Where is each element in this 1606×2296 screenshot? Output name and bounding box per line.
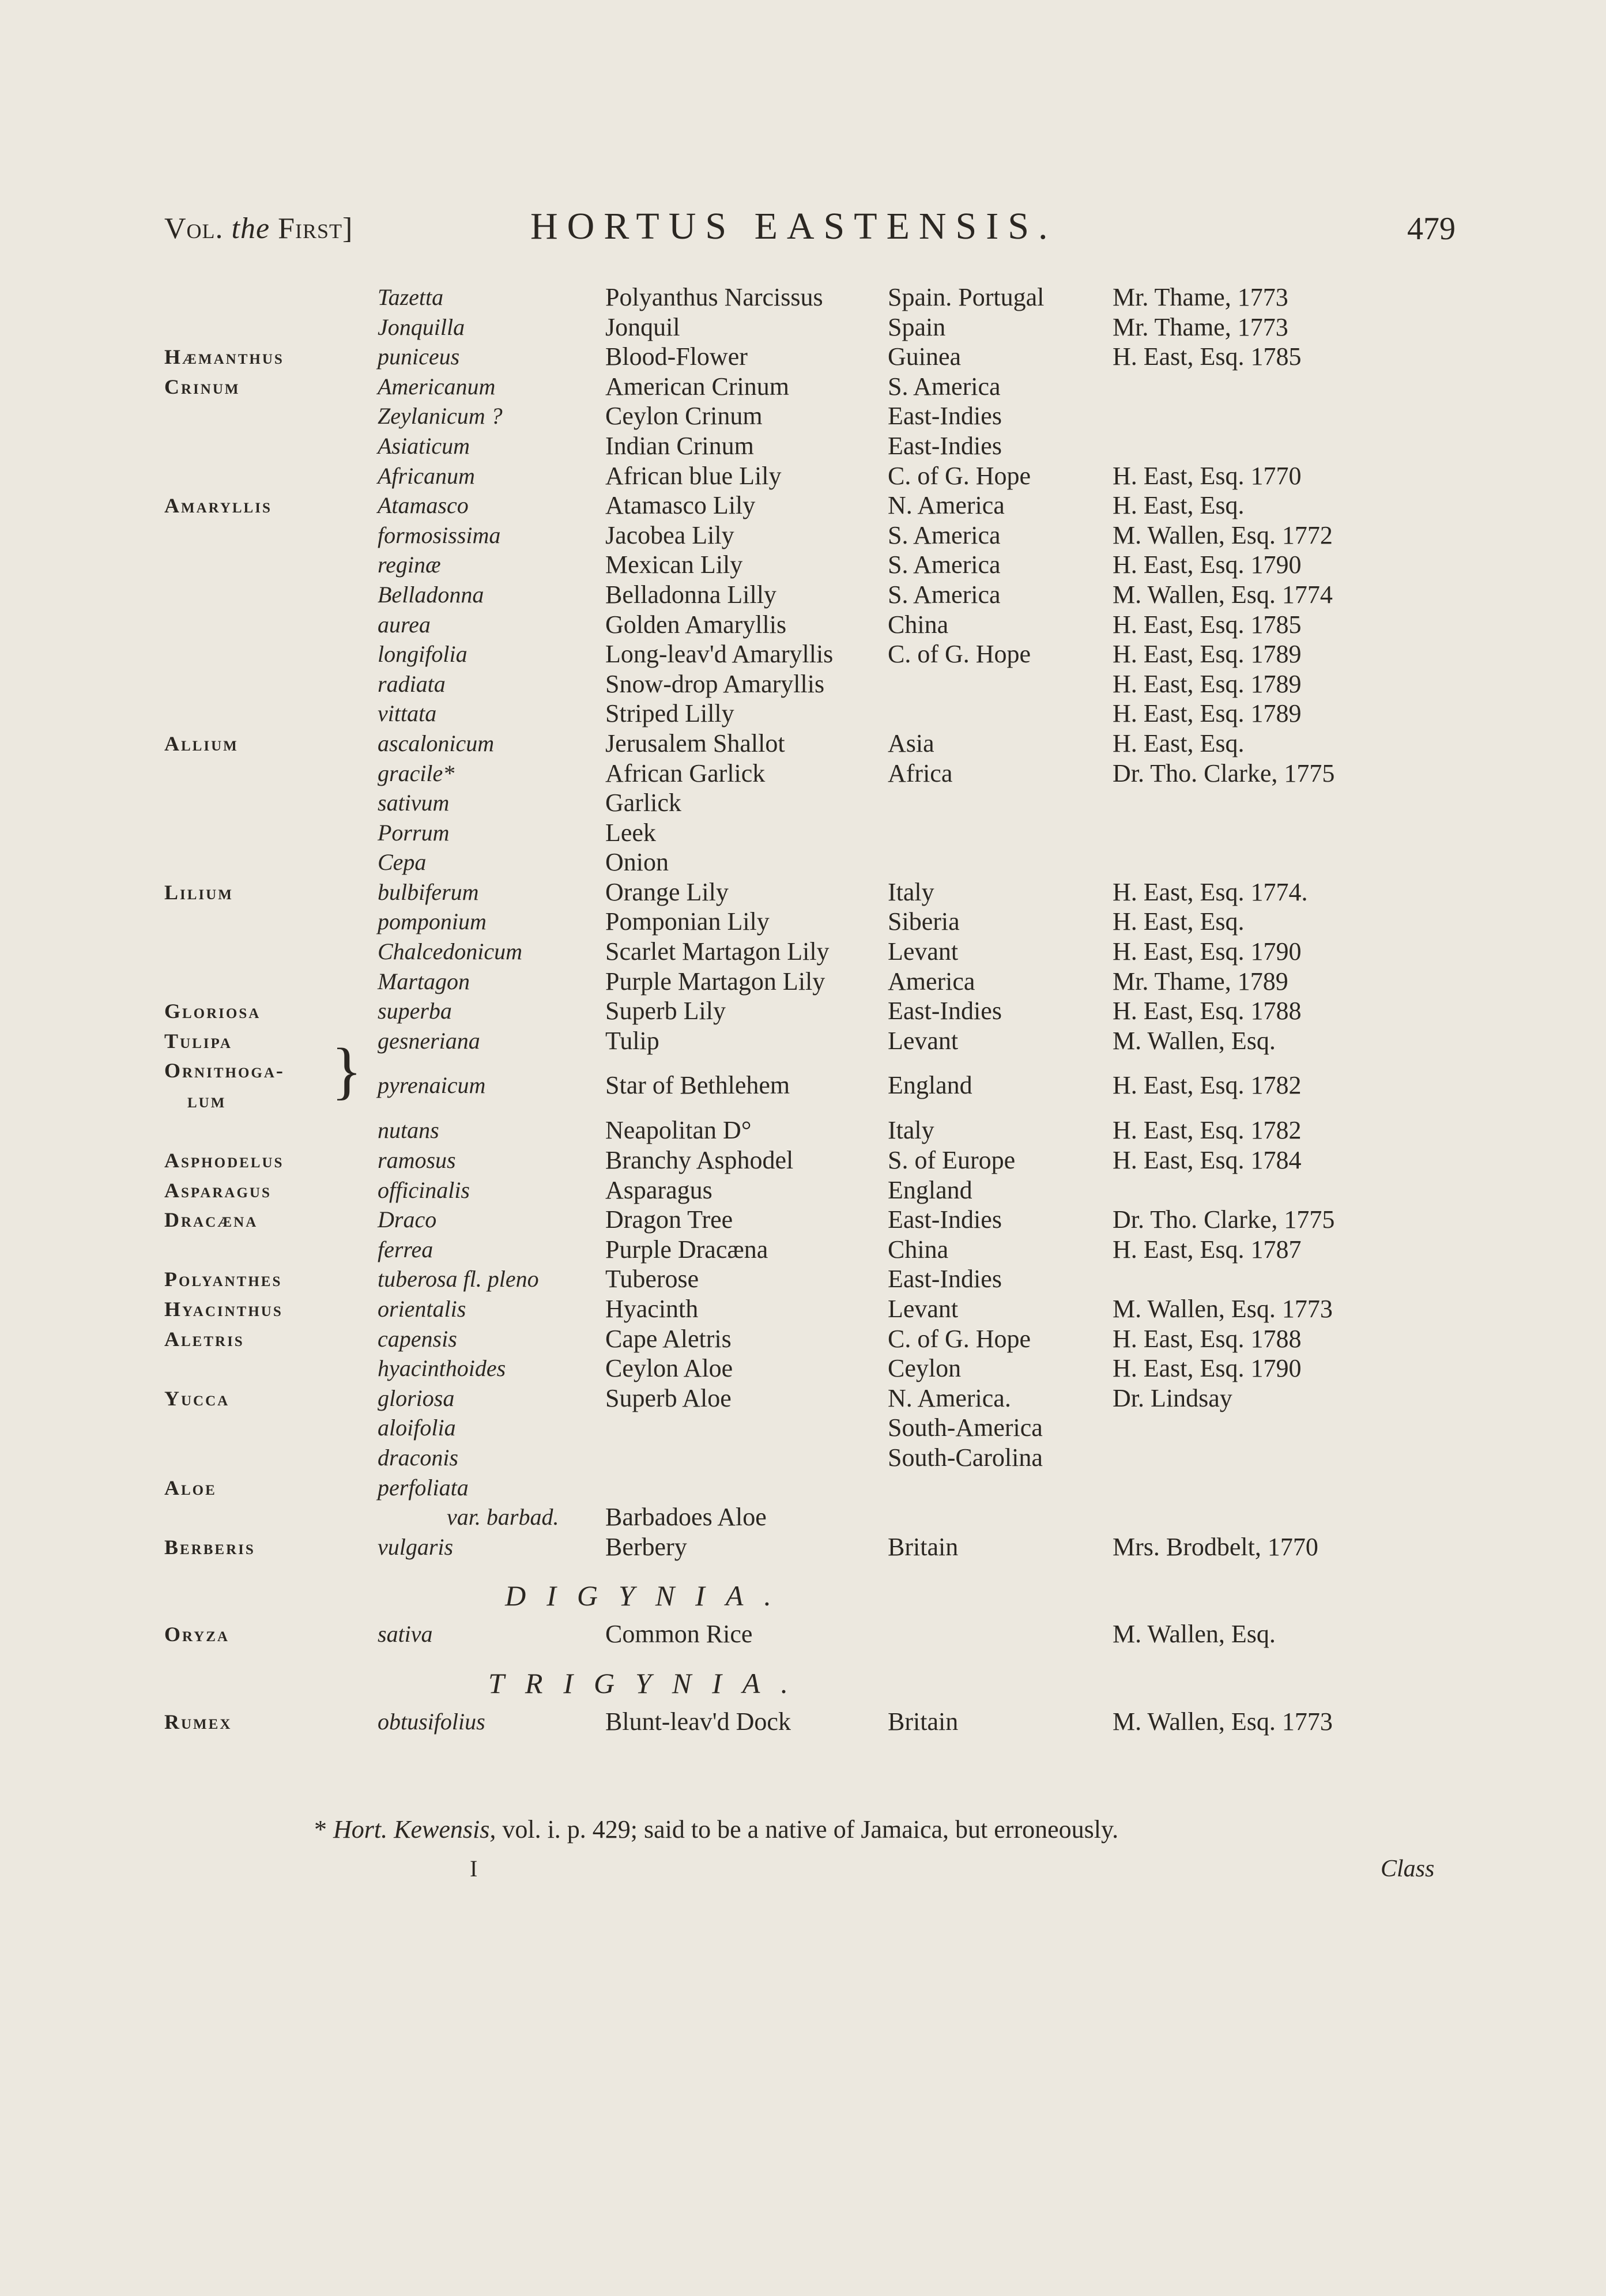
table-row <box>164 461 1490 491</box>
common-name: Orange Lily <box>605 877 729 906</box>
species-name: puniceus <box>378 344 460 370</box>
genus-name: Polyanthes <box>164 1268 282 1291</box>
genus-name: Hyacinthus <box>164 1298 283 1321</box>
table-row <box>164 729 1490 759</box>
species-name: Cepa <box>378 849 427 876</box>
table-row <box>164 401 1490 431</box>
common-name: Blood-Flower <box>605 342 748 371</box>
table-row <box>164 699 1490 729</box>
native-region: Britain <box>888 1707 959 1736</box>
species-name: ramosus <box>378 1147 456 1174</box>
species-name: Martagon <box>378 968 470 994</box>
table-row <box>164 937 1490 967</box>
species-name: tuberosa fl. pleno <box>378 1266 539 1292</box>
introduced-by: M. Wallen, Esq. 1773 <box>1113 1707 1333 1736</box>
running-header <box>164 205 1456 257</box>
native-region: Levant <box>888 937 959 966</box>
species-name: formosissima <box>378 522 501 548</box>
variety-name: var. barbad. <box>447 1504 559 1530</box>
table-row <box>164 877 1490 907</box>
native-region: S. America <box>888 580 1001 609</box>
native-region: Africa <box>888 759 953 787</box>
table-row <box>164 610 1490 640</box>
common-name: Barbadoes Aloe <box>605 1503 767 1532</box>
native-region: East-Indies <box>888 997 1002 1026</box>
common-name: Common Rice <box>605 1620 753 1649</box>
introduced-by: Mrs. Brodbelt, 1770 <box>1113 1532 1318 1561</box>
introduced-by: M. Wallen, Esq. 1772 <box>1113 521 1333 549</box>
plant-table <box>164 282 1490 1737</box>
common-name: Pomponian Lily <box>605 907 770 936</box>
species-name: vulgaris <box>378 1533 454 1560</box>
common-name: Onion <box>605 848 669 877</box>
native-region: S. of Europe <box>888 1146 1016 1175</box>
introduced-by: H. East, Esq. <box>1113 907 1245 936</box>
table-row <box>164 639 1490 669</box>
native-region: England <box>888 1175 972 1204</box>
table-row <box>164 1145 1490 1175</box>
common-name: Garlick <box>605 789 681 817</box>
species-name: reginæ <box>378 552 441 578</box>
species-name: Atamasco <box>378 492 469 519</box>
common-name: Dragon Tree <box>605 1205 733 1234</box>
common-name: African blue Lily <box>605 461 782 490</box>
table-row <box>164 788 1490 818</box>
common-name: Belladonna Lilly <box>605 580 776 609</box>
native-region: England <box>888 1071 972 1100</box>
genus-name: Dracæna <box>164 1208 258 1232</box>
species-name: Belladonna <box>378 581 484 608</box>
genus-name: Rumex <box>164 1710 232 1733</box>
common-name: Striped Lilly <box>605 699 734 728</box>
species-name: draconis <box>378 1444 458 1471</box>
native-region: Britain <box>888 1532 959 1561</box>
native-region: East-Indies <box>888 431 1002 460</box>
introduced-by: Dr. Tho. Clarke, 1775 <box>1113 759 1335 787</box>
section-heading-text: TRIGYNIA. <box>488 1667 809 1699</box>
table-row <box>164 521 1490 551</box>
introduced-by: M. Wallen, Esq. <box>1113 1026 1276 1055</box>
common-name: Superb Lily <box>605 997 726 1026</box>
table-row <box>164 1294 1490 1324</box>
table-row <box>164 282 1490 312</box>
table-row <box>164 1707 1490 1737</box>
species-name: Africanum <box>378 462 475 489</box>
species-name: gracile* <box>378 760 455 786</box>
native-region: N. America. <box>888 1383 1011 1412</box>
genus-name: Yucca <box>164 1386 230 1410</box>
common-name: Jacobea Lily <box>605 521 734 549</box>
native-region: C. of G. Hope <box>888 1324 1031 1353</box>
brace-mark: } <box>331 1035 362 1106</box>
table-row <box>164 550 1490 580</box>
common-name: Superb Aloe <box>605 1383 732 1412</box>
species-name: bulbiferum <box>378 879 479 905</box>
table-row <box>164 580 1490 610</box>
native-region: Asia <box>888 729 934 757</box>
species-name: vittata <box>378 700 437 727</box>
common-name: Blunt-leav'd Dock <box>605 1707 791 1736</box>
species-name: ferrea <box>378 1236 433 1262</box>
common-name: Ceylon Crinum <box>605 402 763 431</box>
common-name: Golden Amaryllis <box>605 610 787 639</box>
introduced-by: H. East, Esq. 1770 <box>1113 461 1302 490</box>
species-name: aurea <box>378 611 431 638</box>
native-region: Ceylon <box>888 1354 962 1383</box>
native-region: Spain <box>888 312 946 341</box>
genus-name: Oryza <box>164 1623 229 1646</box>
table-row <box>164 907 1490 937</box>
introduced-by: H. East, Esq. 1790 <box>1113 1354 1302 1383</box>
genus-name: Tulipa <box>164 1029 232 1053</box>
native-region: C. of G. Hope <box>888 461 1031 490</box>
volume-label: Vol. the First] <box>164 212 353 245</box>
introduced-by: H. East, Esq. 1774. <box>1113 877 1308 906</box>
table-row <box>164 491 1490 521</box>
introduced-by: H. East, Esq. 1789 <box>1113 640 1302 669</box>
native-region: Italy <box>888 1116 934 1145</box>
introduced-by: M. Wallen, Esq. 1773 <box>1113 1295 1333 1323</box>
common-name: Polyanthus Narcissus <box>605 283 823 311</box>
genus-name: Lilium <box>164 880 233 904</box>
signature-mark: I <box>470 1856 478 1882</box>
native-region: Guinea <box>888 342 962 371</box>
common-name: Jerusalem Shallot <box>605 729 785 757</box>
genus-name: Aloe <box>164 1476 217 1499</box>
common-name: Snow-drop Amaryllis <box>605 669 825 698</box>
footnote: * Hort. Kewensis, vol. i. p. 429; said to be a native of Jamaica, but erroneously. <box>314 1815 1119 1843</box>
species-name: gesneriana <box>378 1027 480 1054</box>
native-region: South-America <box>888 1413 1043 1442</box>
native-region: Levant <box>888 1026 959 1055</box>
native-region: C. of G. Hope <box>888 640 1031 669</box>
table-row <box>164 372 1490 402</box>
table-row <box>164 1619 1490 1649</box>
page-title: HORTUS EASTENSIS. <box>530 205 1057 247</box>
species-name: Americanum <box>378 373 496 399</box>
native-region: Siberia <box>888 907 960 936</box>
introduced-by: H. East, Esq. 1785 <box>1113 610 1302 639</box>
genus-name: Aletris <box>164 1327 244 1351</box>
introduced-by: H. East, Esq. 1784 <box>1113 1146 1302 1175</box>
introduced-by: M. Wallen, Esq. 1774 <box>1113 580 1333 609</box>
species-name: pomponium <box>378 908 487 935</box>
species-name: Zeylanicum ? <box>378 403 503 429</box>
common-name: Leek <box>605 818 656 847</box>
introduced-by: H. East, Esq. 1790 <box>1113 937 1302 966</box>
table-row <box>164 312 1490 342</box>
common-name: Asparagus <box>605 1175 712 1204</box>
native-region: East-Indies <box>888 1205 1002 1234</box>
table-row <box>164 759 1490 789</box>
genus-name: Berberis <box>164 1535 255 1559</box>
native-region: America <box>888 967 975 996</box>
table-row <box>164 669 1490 699</box>
common-name: Star of Bethlehem <box>605 1071 790 1100</box>
common-name: American Crinum <box>605 372 789 401</box>
common-name: Scarlet Martagon Lily <box>605 937 830 966</box>
introduced-by: H. East, Esq. <box>1113 729 1245 757</box>
common-name: Mexican Lily <box>605 551 743 579</box>
genus-name: Amaryllis <box>164 494 272 518</box>
common-name: Indian Crinum <box>605 431 754 460</box>
genus-name: Asphodelus <box>164 1149 284 1172</box>
native-region: East-Indies <box>888 1265 1002 1294</box>
introduced-by: Mr. Thame, 1773 <box>1113 312 1288 341</box>
section-heading-text: DIGYNIA. <box>505 1579 792 1612</box>
native-region: China <box>888 1235 949 1264</box>
native-region: S. America <box>888 551 1001 579</box>
table-row <box>164 1264 1490 1294</box>
common-name: Purple Dracæna <box>605 1235 768 1264</box>
common-name: African Garlick <box>605 759 766 787</box>
species-name: Jonquilla <box>378 314 465 340</box>
genus-name: Hæmanthus <box>164 345 284 369</box>
table-row <box>164 1383 1490 1413</box>
common-name: Jonquil <box>605 312 680 341</box>
species-name: sativa <box>378 1621 433 1647</box>
common-name: Hyacinth <box>605 1295 699 1323</box>
introduced-by: H. East, Esq. 1782 <box>1113 1071 1302 1100</box>
native-region: South-Carolina <box>888 1443 1043 1472</box>
introduced-by: H. East, Esq. 1785 <box>1113 342 1302 371</box>
species-name: pyrenaicum <box>378 1072 486 1099</box>
introduced-by: H. East, Esq. 1790 <box>1113 551 1302 579</box>
table-row <box>164 1175 1490 1205</box>
introduced-by: H. East, Esq. 1787 <box>1113 1235 1302 1264</box>
table-row <box>164 847 1490 877</box>
table-row <box>164 1205 1490 1235</box>
species-name: sativum <box>378 790 450 816</box>
introduced-by: Dr. Lindsay <box>1113 1383 1232 1412</box>
table-row <box>164 1532 1490 1562</box>
species-name: gloriosa <box>378 1385 455 1411</box>
table-row <box>164 1443 1490 1473</box>
table-row <box>164 1115 1490 1145</box>
introduced-by: H. East, Esq. 1788 <box>1113 1324 1302 1353</box>
introduced-by: Dr. Tho. Clarke, 1775 <box>1113 1205 1335 1234</box>
species-name: Draco <box>378 1207 437 1233</box>
genus-name: Ornithoga- lum <box>164 1059 285 1113</box>
page-number: 479 <box>1407 211 1456 247</box>
introduced-by: H. East, Esq. <box>1113 491 1245 520</box>
species-name: capensis <box>378 1325 457 1352</box>
species-name: radiata <box>378 670 446 697</box>
section-heading <box>164 1655 1490 1707</box>
table-row <box>164 1502 1490 1532</box>
common-name: Tuberose <box>605 1265 699 1294</box>
common-name: Ceylon Aloe <box>605 1354 733 1383</box>
species-name: Tazetta <box>378 284 444 310</box>
common-name: Neapolitan D° <box>605 1116 752 1145</box>
native-region: S. America <box>888 521 1001 549</box>
species-name: Porrum <box>378 819 450 846</box>
species-name: longifolia <box>378 641 468 668</box>
table-row <box>164 1235 1490 1265</box>
catchword: Class <box>1381 1856 1435 1882</box>
species-name: ascalonicum <box>378 730 495 756</box>
common-name: Branchy Asphodel <box>605 1146 794 1175</box>
genus-name: Gloriosa <box>164 1000 261 1023</box>
table-row <box>164 996 1490 1026</box>
species-name: obtusifolius <box>378 1708 485 1735</box>
introduced-by: H. East, Esq. 1789 <box>1113 699 1302 728</box>
common-name: Cape Aletris <box>605 1324 732 1353</box>
native-region: Levant <box>888 1295 959 1323</box>
table-row <box>164 431 1490 461</box>
table-row <box>164 1413 1490 1443</box>
genus-name: Asparagus <box>164 1178 272 1202</box>
native-region: East-Indies <box>888 402 1002 431</box>
introduced-by: H. East, Esq. 1782 <box>1113 1116 1302 1145</box>
table-row <box>164 1324 1490 1354</box>
common-name: Berbery <box>605 1532 687 1561</box>
native-region: Italy <box>888 877 934 906</box>
table-row <box>164 967 1490 997</box>
common-name: Atamasco Lily <box>605 491 756 520</box>
introduced-by: H. East, Esq. 1789 <box>1113 669 1302 698</box>
native-region: Spain. Portugal <box>888 283 1045 311</box>
species-name: perfoliata <box>378 1474 469 1500</box>
species-name: aloifolia <box>378 1415 456 1441</box>
section-heading <box>164 1567 1490 1619</box>
genus-name: Crinum <box>164 375 240 398</box>
table-row <box>164 342 1490 372</box>
introduced-by: H. East, Esq. 1788 <box>1113 997 1302 1026</box>
native-region: N. America <box>888 491 1005 520</box>
species-name: superba <box>378 998 452 1024</box>
introduced-by: M. Wallen, Esq. <box>1113 1620 1276 1649</box>
native-region: China <box>888 610 949 639</box>
introduced-by: Mr. Thame, 1773 <box>1113 283 1288 311</box>
species-name: officinalis <box>378 1177 470 1203</box>
table-row <box>164 818 1490 848</box>
species-name: orientalis <box>378 1296 466 1322</box>
table-row <box>164 1354 1490 1383</box>
common-name: Long-leav'd Amaryllis <box>605 640 834 669</box>
common-name: Purple Martagon Lily <box>605 967 825 996</box>
table-row <box>164 1473 1490 1503</box>
introduced-by: Mr. Thame, 1789 <box>1113 967 1288 996</box>
species-name: hyacinthoides <box>378 1355 506 1382</box>
table-row <box>164 1026 1490 1056</box>
native-region: S. America <box>888 372 1001 401</box>
species-name: Asiaticum <box>378 432 470 459</box>
species-name: Chalcedonicum <box>378 938 523 965</box>
species-name: nutans <box>378 1117 439 1144</box>
common-name: Tulip <box>605 1026 659 1055</box>
genus-name: Allium <box>164 732 239 755</box>
